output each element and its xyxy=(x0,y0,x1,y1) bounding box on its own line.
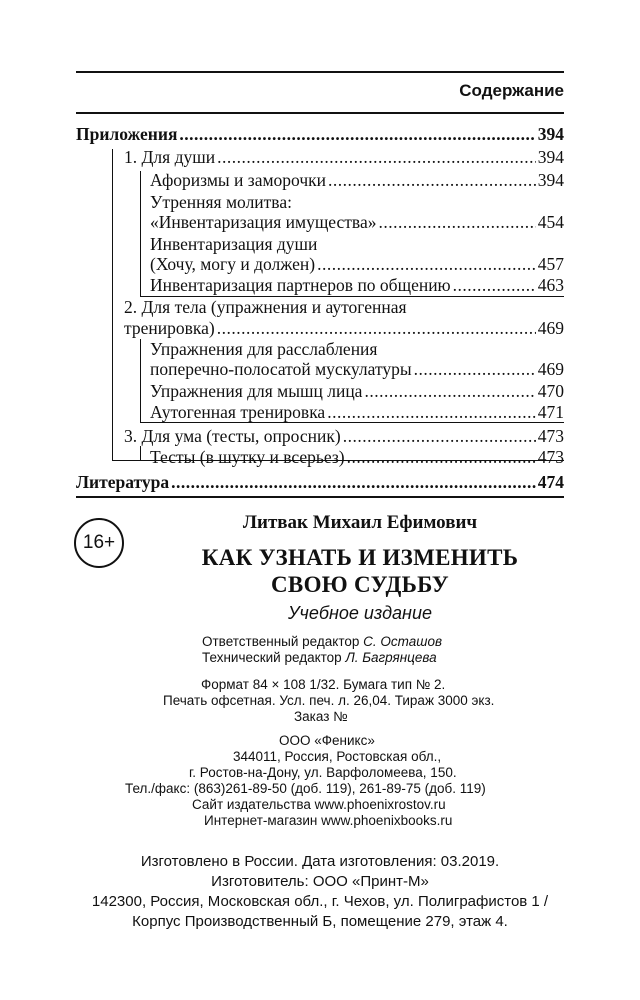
toc-leader xyxy=(347,445,536,469)
print-details: Печать офсетная. Усл. печ. л. 26,04. Тираж 3000 экз. xyxy=(163,693,495,708)
book-title-line1: КАК УЗНАТЬ И ИЗМЕНИТЬ xyxy=(201,545,519,570)
toc-entry-label: «Инвентаризация имущества» xyxy=(150,212,377,232)
toc-page-number: 473 xyxy=(537,426,564,446)
book-title-line2: СВОЮ СУДЬБУ xyxy=(271,572,449,597)
toc-leader xyxy=(328,168,536,192)
book-subtitle: Учебное издание xyxy=(288,603,432,623)
toc-leader xyxy=(453,273,536,297)
header-rule xyxy=(76,71,564,73)
toc-page-number: 457 xyxy=(537,254,564,274)
responsible-editor-name: С. Осташов xyxy=(363,634,443,649)
toc-leader xyxy=(179,122,535,146)
publisher-name: ООО «Феникс» xyxy=(279,733,375,748)
toc-entry-label: Аутогенная тренировка xyxy=(150,402,326,422)
toc-page-number: 454 xyxy=(537,212,564,232)
toc-entry-prayer xyxy=(150,210,564,234)
toc-entry-label: Упражнения для мышц лица xyxy=(150,381,363,401)
manufacturer-line-4: Корпус Производственный Б, помещение 279, этаж 4. xyxy=(132,913,508,930)
technical-editor-label: Технический редактор xyxy=(202,650,342,665)
toc-page-number: 469 xyxy=(537,318,564,338)
manufacturer-line-2: Изготовитель: ООО «Принт-М» xyxy=(211,873,429,890)
toc-leader xyxy=(378,210,535,234)
toc-leader xyxy=(327,400,536,424)
publisher-shop: Интернет-магазин www.phoenixbooks.ru xyxy=(204,813,453,828)
toc-entry-label: Литература xyxy=(76,472,170,492)
toc-entry-inventory-partners xyxy=(150,273,564,297)
toc-entry-inventory-soul-line1: Инвентаризация души xyxy=(150,234,318,254)
toc-page-number: 394 xyxy=(537,170,564,190)
toc-entry-body-line1: 2. Для тела (упражнения и аутогенная xyxy=(124,297,407,317)
responsible-editor xyxy=(202,634,442,650)
publisher-phone: Тел./факс: (863)261-89-50 (доб. 119), 261-89-75 (доб. 119) xyxy=(125,781,486,796)
toc-entry-tests xyxy=(150,445,564,469)
toc-entry-label: 1. Для души xyxy=(124,147,216,167)
toc-tree-line-level1 xyxy=(112,149,113,460)
toc-leader xyxy=(217,145,536,169)
book-author: Литвак Михаил Ефимович xyxy=(242,512,478,533)
toc-entry-relax xyxy=(150,357,564,381)
publisher-address-1: 344011, Россия, Ростовская обл., xyxy=(233,749,442,764)
toc-page-number: 463 xyxy=(537,275,564,295)
responsible-editor-label: Ответственный редактор xyxy=(202,634,360,649)
toc-top-rule xyxy=(76,112,564,114)
print-format: Формат 84 × 108 1/32. Бумага тип № 2. xyxy=(201,677,446,692)
toc-entry-label: Инвентаризация партнеров по общению xyxy=(150,275,451,295)
toc-tree-line-level2-mind xyxy=(140,446,141,460)
toc-entry-literature xyxy=(76,470,564,494)
toc-entry-label: тренировка) xyxy=(124,318,215,338)
manufacturer-line-3: 142300, Россия, Московская обл., г. Чехов, ул. Полиграфистов 1 / xyxy=(91,893,549,910)
toc-page-number: 470 xyxy=(537,381,564,401)
toc-bottom-rule xyxy=(76,496,564,498)
toc-entry-relax-line1: Упражнения для расслабления xyxy=(150,339,378,359)
print-order: Заказ № xyxy=(294,709,348,724)
toc-entry-aphorisms xyxy=(150,168,564,192)
toc-page-number: 394 xyxy=(537,147,564,167)
manufacturer-line-1: Изготовлено в России. Дата изготовления: 03.2019. xyxy=(140,853,500,870)
publisher-site: Сайт издательства www.phoenixrostov.ru xyxy=(192,797,446,812)
toc-entry-prayer-line1: Утренняя молитва: xyxy=(150,192,292,212)
toc-page-number: 471 xyxy=(537,402,564,422)
toc-entry-label: Афоризмы и заморочки xyxy=(150,170,327,190)
toc-leader xyxy=(171,470,536,494)
toc-page-number: 469 xyxy=(537,359,564,379)
toc-entry-soul xyxy=(124,145,564,169)
toc-page-number: 394 xyxy=(537,124,564,144)
age-rating-badge: 16+ xyxy=(74,518,124,568)
toc-entry-label: Приложения xyxy=(76,124,178,144)
toc-page-number: 473 xyxy=(537,447,564,467)
technical-editor-name: Л. Багрянцева xyxy=(345,650,437,665)
page-title: Содержание xyxy=(459,81,564,100)
toc-entry-label: 3. Для ума (тесты, опросник) xyxy=(124,426,341,446)
toc-entry-appendices xyxy=(76,122,564,146)
toc-leader xyxy=(414,357,536,381)
toc-entry-label: Тесты (в шутку и всерьез) xyxy=(150,447,345,467)
toc-entry-autogenic xyxy=(150,400,564,424)
toc-page-number: 474 xyxy=(537,472,564,492)
publisher-address-2: г. Ростов-на-Дону, ул. Варфоломеева, 150. xyxy=(189,765,457,780)
toc-entry-label: поперечно-полосатой мускулатуры xyxy=(150,359,412,379)
toc-tree-line-level2-soul xyxy=(140,171,141,296)
toc-tree-line-level2-body xyxy=(140,339,141,422)
toc-entry-label: (Хочу, могу и должен) xyxy=(150,254,316,274)
technical-editor xyxy=(202,650,437,666)
